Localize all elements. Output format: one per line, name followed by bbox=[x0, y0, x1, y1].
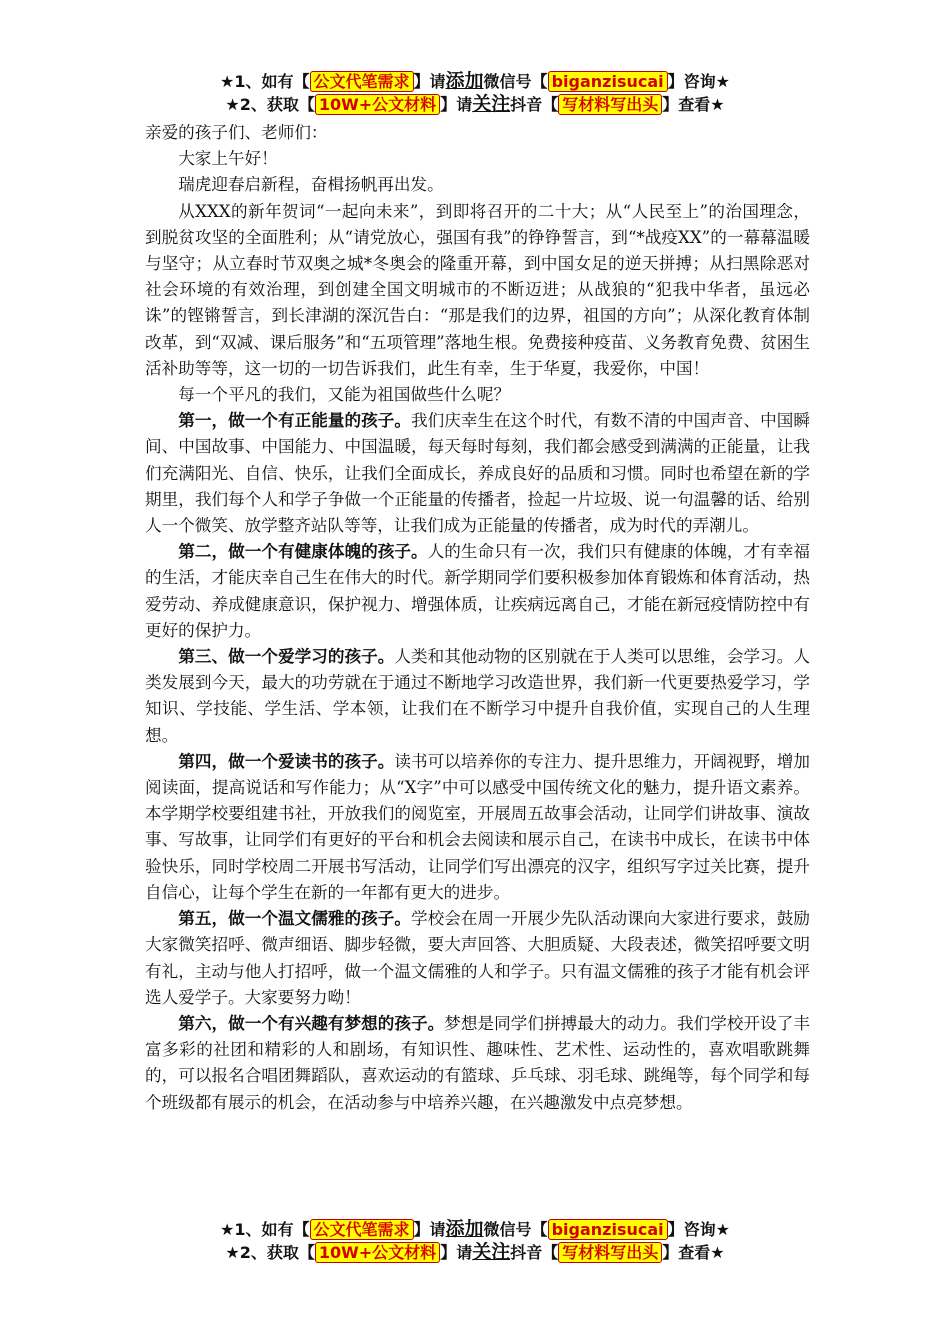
promo-highlight: 写材料写出头 bbox=[558, 1242, 662, 1263]
promo-text: 抖音【 bbox=[510, 1243, 559, 1262]
section-heading: 第三、做一个爱学习的孩子。 bbox=[178, 647, 395, 667]
promo-highlight: biganzisucai bbox=[548, 71, 668, 92]
promo-text: 】咨询★ bbox=[667, 72, 730, 91]
promo-highlight: 公文代笔需求 bbox=[310, 71, 414, 92]
section-heading: 第一，做一个有正能量的孩子。 bbox=[178, 411, 411, 431]
section-paragraph bbox=[145, 1011, 810, 1116]
section-paragraph bbox=[145, 644, 810, 749]
promo-line-2 bbox=[0, 1241, 950, 1264]
promo-text: 微信号【 bbox=[483, 72, 548, 91]
section-heading: 第四，做一个爱读书的孩子。 bbox=[178, 751, 395, 771]
promo-text: 】请 bbox=[440, 1243, 473, 1262]
paragraph: 每一个平凡的我们，又能为祖国做些什么呢？ bbox=[178, 385, 511, 405]
section-text: 梦想是同学们拼搏最大的动力。我们学校开设了丰富多彩的社团和精彩的人和剧场，有知识性、趣味性、艺术性、运动性的，喜欢唱歌跳舞的，可以报名合唱团舞蹈队，喜欢运动的有篮球、乒乓球、羽毛球、跳绳等，每个同学和每个班级都有展示的机会，在活动参与中培养兴趣，在兴趣激发中点亮梦想。 bbox=[145, 1013, 811, 1112]
promo-emphasis: 添加 bbox=[445, 1218, 484, 1240]
paragraph: 从XXX的新年贺词“一起向未来”，到即将召开的二十大；从“人民至上”的治国理念，到脱贫攻坚的全面胜利；从“请党放心，强国有我”的铮铮誓言，到“*战疫XX”的一幕幕温暖与坚守；从立春时节双奥之城*冬奥会的隆重开幕，到中国女足的逆天拼搏；从扫黑除恶对社会环境的有效治理，到创建全国文明城市的不断迈进；从战狼的“犯我中华者，虽远必诛”的铿锵誓言，到长津湖的深沉告白：“那是我们的边界，祖国的方向”；从深化教育体制改革，到“双减、课后服务”和“五项管理”落地生根。免费接种疫苗、义务教育免费、贫困生活补助等等，这一切的一切告诉我们，此生有幸，生于华夏，我爱你，中国！ bbox=[145, 201, 810, 378]
section-paragraph bbox=[145, 749, 810, 906]
promo-line-2 bbox=[0, 93, 950, 116]
section-paragraph bbox=[145, 906, 810, 1011]
promo-banner-top bbox=[0, 70, 950, 116]
section-heading: 第二，做一个有健康体魄的孩子。 bbox=[178, 542, 428, 562]
paragraph: 瑞虎迎春启新程，奋楫扬帆再出发。 bbox=[178, 175, 444, 195]
section-heading: 第六，做一个有兴趣有梦想的孩子。 bbox=[178, 1013, 445, 1033]
greeting: 亲爱的孩子们、老师们： bbox=[145, 123, 328, 142]
section-heading: 第五，做一个温文儒雅的孩子。 bbox=[178, 909, 411, 929]
paragraph: 大家上午好！ bbox=[178, 149, 278, 169]
promo-text: ★1、如有【 bbox=[220, 1220, 310, 1239]
promo-highlight: 公文代笔需求 bbox=[310, 1219, 414, 1240]
promo-text: ★1、如有【 bbox=[220, 72, 310, 91]
promo-emphasis: 关注 bbox=[472, 1241, 511, 1263]
promo-text: 微信号【 bbox=[483, 1220, 548, 1239]
promo-emphasis: 添加 bbox=[445, 70, 484, 92]
promo-text: 】请 bbox=[413, 72, 446, 91]
promo-banner-bottom bbox=[0, 1218, 950, 1264]
promo-text: 】请 bbox=[440, 95, 473, 114]
section-text: 人的生命只有一次，我们只有健康的体魄，才有幸福的生活，才能庆幸自己生在伟大的时代。新学期同学们要积极参加体育锻炼和体育活动，热爱劳动、养成健康意识，保护视力、增强体质，让疾病远离自己，才能在新冠疫情防控中有更好的保护力。 bbox=[145, 542, 811, 640]
speech-body bbox=[145, 120, 810, 1116]
promo-highlight: 10W+公文材料 bbox=[315, 1242, 440, 1263]
section-text: 读书可以培养你的专注力、提升思维力，开阔视野，增加阅读面，提高说话和写作能力；从“X字”中可以感受中国传统文化的魅力，提升语文素养。本学期学校要组建书社，开放我们的阅览室，开展周五故事会活动，让同学们讲故事、演故事、写故事，让同学们有更好的平台和机会去阅读和展示自己，在读书中成长，在读书中体验快乐，同时学校周二开展书写活动，让同学们写出漂亮的汉字，组织写字过关比赛，提升自信心，让每个学生在新的一年都有更大的进步。 bbox=[145, 751, 811, 902]
promo-text: 抖音【 bbox=[510, 95, 559, 114]
promo-line-1 bbox=[0, 70, 950, 93]
promo-text: ★2、获取【 bbox=[225, 1243, 315, 1262]
promo-line-1 bbox=[0, 1218, 950, 1241]
section-text: 学校会在周一开展少先队活动课向大家进行要求，鼓励大家微笑招呼、微声细语、脚步轻微，要大声回答、大胆质疑、大段表述，微笑招呼要文明有礼，主动与他人打招呼，做一个温文儒雅的人和学子。只有温文儒雅的孩子才能有机会评选人爱学子。大家要努力呦！ bbox=[145, 909, 811, 1007]
promo-text: ★2、获取【 bbox=[225, 95, 315, 114]
section-text: 人类和其他动物的区别就在于人类可以思维，会学习。人类发展到今天，最大的功劳就在于通过不断地学习改造世界，我们新一代更要热爱学习，学知识、学技能、学生活、学本领，让我们在不断学习中提升自我价值，实现自己的人生理想。 bbox=[145, 647, 811, 745]
promo-text: 】查看★ bbox=[662, 1243, 725, 1262]
promo-text: 】查看★ bbox=[662, 95, 725, 114]
promo-highlight: biganzisucai bbox=[548, 1219, 668, 1240]
promo-text: 】咨询★ bbox=[667, 1220, 730, 1239]
section-paragraph bbox=[145, 539, 810, 644]
section-paragraph bbox=[145, 408, 810, 539]
promo-highlight: 写材料写出头 bbox=[558, 94, 662, 115]
promo-text: 】请 bbox=[413, 1220, 446, 1239]
promo-highlight: 10W+公文材料 bbox=[315, 94, 440, 115]
section-text: 我们庆幸生在这个时代，有数不清的中国声音、中国瞬间、中国故事、中国能力、中国温暖，每天每时每刻，我们都会感受到满满的正能量，让我们充满阳光、自信、快乐，让我们全面成长，养成良好的品质和习惯。同时也希望在新的学期里，我们每个人和学子争做一个正能量的传播者，捡起一片垃圾、说一句温馨的话、给别人一个微笑、放学整齐站队等等，让我们成为正能量的传播者，成为时代的弄潮儿。 bbox=[145, 411, 811, 536]
promo-emphasis: 关注 bbox=[472, 93, 511, 115]
